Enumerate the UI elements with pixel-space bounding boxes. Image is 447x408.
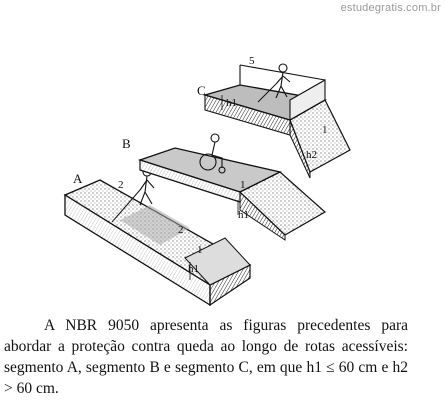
segment-c-h2: h2 [306,149,317,161]
segment-b-h1: h1 [238,209,249,221]
segment-a-slope-1: 1 [197,244,203,256]
segment-a [65,180,250,305]
segment-c-label: C [197,83,206,98]
segment-a-h1: h1 [188,263,199,275]
watermark: estudegratis.com.br [340,2,441,14]
question-caption: A NBR 9050 apresenta as figuras precedentes para abordar a proteção contra queda ao longo de rotas acessíveis: segmento A, segmento B e segmento C, em que h1 ≤ 60 cm e h2 > 60 cm. [4,317,408,397]
segment-c-5: 5 [249,55,255,67]
segment-b-label: B [122,136,131,151]
segment-c-slope-1: 1 [322,124,328,136]
segment-b-slope-1: 1 [240,179,246,191]
segment-a-label: A [73,171,83,186]
segment-a-mid-2: 2 [178,224,184,236]
segment-c-h1: h1 [226,97,237,109]
segment-a-top-2: 2 [118,179,124,191]
